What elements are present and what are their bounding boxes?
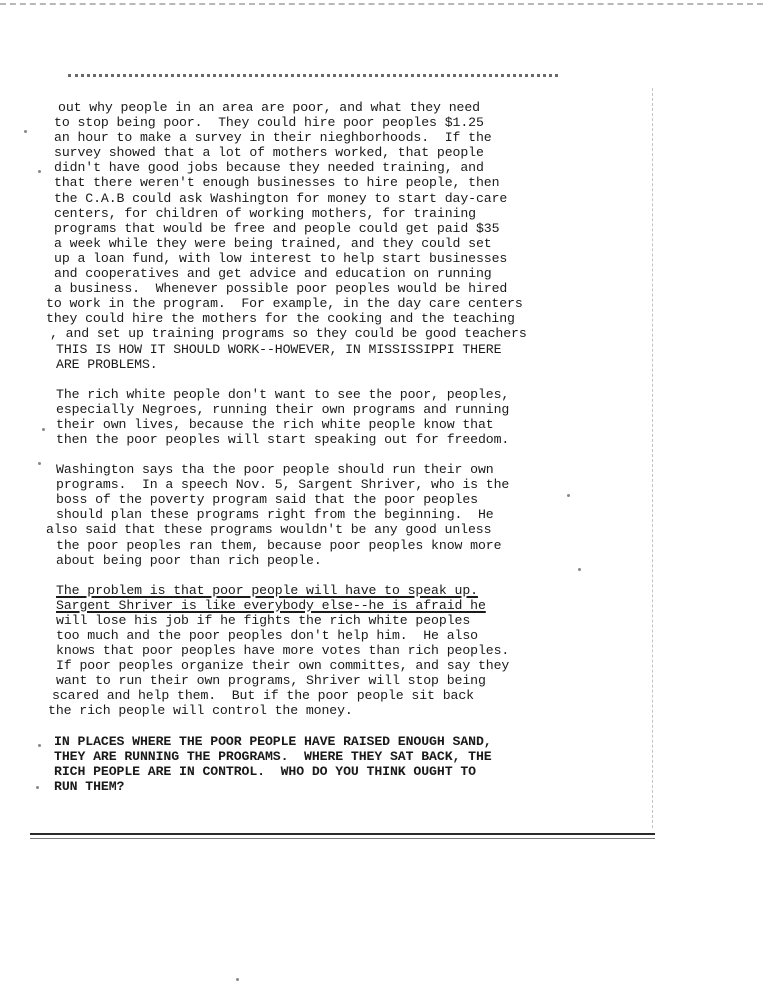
- text-line: they could hire the mothers for the cooking and the teaching: [46, 311, 515, 327]
- scan-speck: [42, 428, 45, 431]
- scan-speck: [36, 786, 39, 789]
- text-line: programs that would be free and people could get paid $35: [54, 220, 500, 236]
- text-line: about being poor than rich people.: [56, 552, 322, 568]
- text-line: RICH PEOPLE ARE IN CONTROL. WHO DO YOU THINK OUGHT TO: [54, 763, 476, 779]
- scan-speck: [38, 744, 41, 747]
- scan-speck: [38, 170, 41, 173]
- text-line: programs. In a speech Nov. 5, Sargent Shriver, who is the: [56, 477, 510, 493]
- text-line: scared and help them. But if the poor people sit back: [52, 688, 474, 704]
- text-line: a week while they were being trained, and they could set: [54, 235, 492, 251]
- faded-header-strip: [68, 74, 558, 85]
- scan-right-edge: [652, 88, 653, 828]
- paragraph: [46, 734, 606, 794]
- text-line: boss of the poverty program said that the poor peoples: [56, 492, 478, 508]
- text-line: too much and the poor peoples don't help him. He also: [56, 628, 478, 643]
- text-line: survey showed that a lot of mothers worked, that people: [54, 145, 484, 161]
- text-line: the rich people will control the money.: [48, 703, 353, 719]
- scan-top-edge: [0, 3, 763, 5]
- bottom-rule-faint: [30, 838, 655, 839]
- text-line: ARE PROBLEMS.: [56, 356, 158, 372]
- text-line: Sargent Shriver is like everybody else--he is afraid he: [56, 597, 486, 613]
- text-line: also said that these programs wouldn't be any good unless: [46, 522, 492, 538]
- text-line: that there weren't enough businesses to hire people, then: [54, 175, 500, 191]
- paragraph: [46, 387, 606, 447]
- text-line: an hour to make a survey in their nieghborhoods. If the: [54, 130, 492, 146]
- text-line: the C.A.B could ask Washington for money to start day-care: [54, 190, 508, 206]
- text-line: want to run their own programs, Shriver will stop being: [56, 673, 486, 689]
- text-line: didn't have good jobs because they needed training, and: [54, 160, 484, 176]
- text-line: to stop being poor. They could hire poor peoples $1.25: [54, 115, 484, 131]
- text-line: The problem is that poor people will have to speak up.: [56, 582, 478, 598]
- text-line: Washington says tha the poor people should run their own: [56, 462, 494, 478]
- text-line: a business. Whenever possible poor peoples would be hired: [54, 281, 508, 297]
- text-line: centers, for children of working mothers, for training: [54, 205, 476, 221]
- paragraph: [46, 583, 606, 719]
- scan-speck: [24, 130, 27, 133]
- text-line: the poor peoples ran them, because poor peoples know more: [56, 537, 502, 553]
- text-line: out why people in an area are poor, and what they need: [58, 100, 480, 115]
- text-line: THEY ARE RUNNING THE PROGRAMS. WHERE THEY SAT BACK, THE: [54, 748, 492, 764]
- text-line: then the poor peoples will start speaking out for freedom.: [56, 431, 510, 447]
- typewritten-document: [46, 100, 606, 794]
- paragraph: [46, 462, 606, 568]
- text-line: especially Negroes, running their own programs and running: [56, 401, 510, 417]
- paragraph: [46, 100, 606, 372]
- text-line: to work in the program. For example, in the day care centers: [46, 296, 523, 312]
- text-line: up a loan fund, with low interest to help start businesses: [54, 250, 508, 266]
- text-line: will lose his job if he fights the rich white peoples: [56, 612, 471, 628]
- text-line: RUN THEM?: [54, 778, 125, 794]
- text-line: and cooperatives and get advice and education on running: [54, 266, 492, 282]
- text-line: If poor peoples organize their own committes, and say they: [56, 658, 510, 674]
- scan-speck: [38, 462, 41, 465]
- text-line: should plan these programs right from the beginning. He: [56, 507, 494, 523]
- text-line: knows that poor peoples have more votes than rich peoples.: [56, 643, 510, 659]
- text-line: The rich white people don't want to see the poor, peoples,: [56, 386, 510, 402]
- bottom-rule: [30, 833, 655, 835]
- text-line: THIS IS HOW IT SHOULD WORK--HOWEVER, IN MISSISSIPPI THERE: [56, 341, 502, 357]
- text-line: their own lives, because the rich white people know that: [56, 416, 494, 432]
- text-line: IN PLACES WHERE THE POOR PEOPLE HAVE RAISED ENOUGH SAND,: [54, 733, 492, 749]
- scan-speck: [236, 978, 239, 981]
- text-line: , and set up training programs so they could be good teachers: [50, 326, 527, 342]
